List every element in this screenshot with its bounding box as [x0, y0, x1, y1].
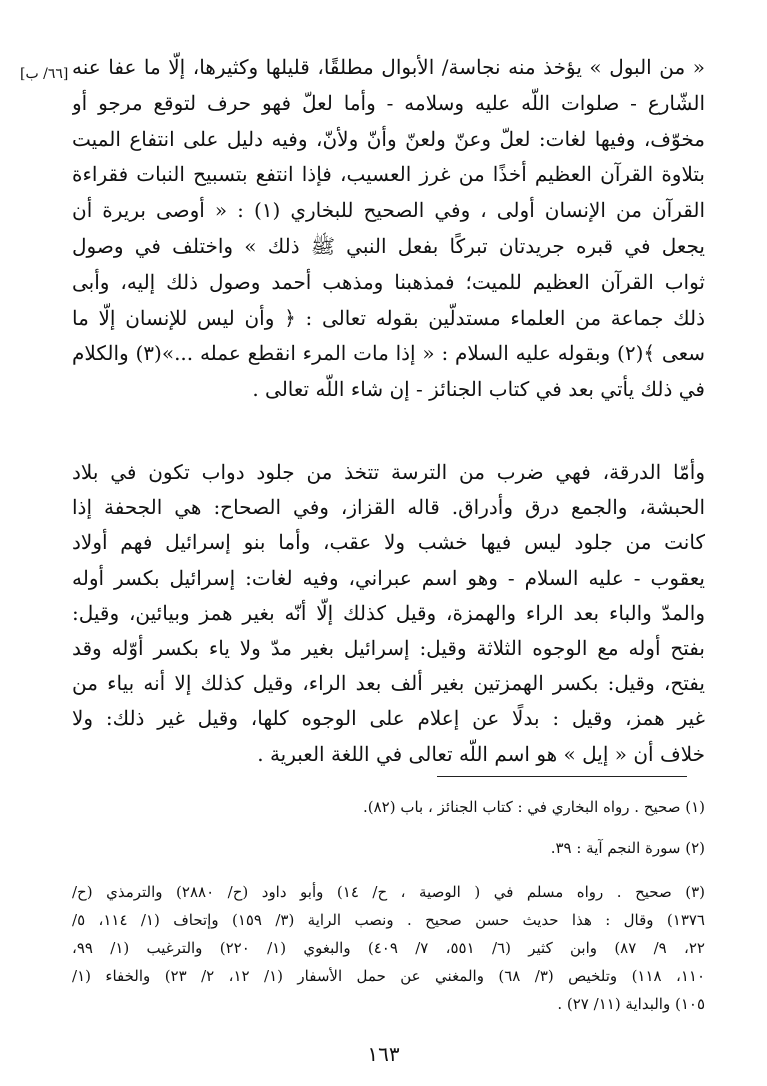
text-line: « من البول » يؤخذ منه نجاسة/ الأبوال مطلقًا، قليلها وكثيرها، إلّا ما عفا عنه [72, 55, 705, 79]
footnote-2: (٢) سورة النجم آية : ٣٩. [550, 839, 705, 857]
footnote-3 [72, 878, 705, 1018]
text-line: القرآن من الإنسان أولى ، وفي الصحيح للبخاري (١) : « أوصى بريرة أن [72, 198, 705, 223]
footnote-line: ٢٢، ٩/ ٨٧) وابن كثير (٦/ ٥٥١، ٧/ ٤٠٩) والبغوي (١/ ٢٢٠) والترغيب (١/ ٩٩، [72, 939, 705, 957]
text-line: الشّارع - صلوات اللّه عليه وسلامه - وأما لعلّ فهو حرف لتوقع مرجو أو [72, 90, 705, 115]
text-line: بفتح أوله مع الوجوه الثلاثة وقيل: إسرائيل بغير مدّ ولا ياء بكسر أوّله وقد [72, 635, 705, 660]
footnote-separator [437, 776, 687, 777]
text-line: يفتح، وقيل: بكسر الهمزتين بغير ألف بعد الراء، وقيل كذلك إلا أنه بياء من [72, 671, 705, 696]
text-line: يجعل في قبره جريدتان تبركًا بفعل النبي ﷺ ذلك » واختلف في وصول [72, 233, 705, 258]
footnote-1: (١) صحيح . رواه البخاري في : كتاب الجنائز ، باب (٨٢). [363, 798, 705, 816]
text-line: كانت من جلود ليس فيها خشب ولا عقب، وأما بنو إسرائيل فهم أولاد [72, 530, 705, 555]
main-paragraph-1 [72, 50, 705, 408]
text-line: في ذلك يأتي بعد في كتاب الجنائز - إن شاء اللّه تعالى . [252, 377, 705, 402]
footnote-line: ١٠٥) والبداية (١١/ ٢٧) . [557, 995, 705, 1013]
text-line: غير همز، وقيل : بدلًا عن إعلام على الوجوه كلها، وقيل غير ذلك: ولا [72, 706, 705, 731]
text-line: مخوّف، وفيها لغات: لعلّ وعنّ ولعنّ وأنّ ولأنّ، وفيه دليل على انتفاع الميت [72, 126, 705, 151]
text-line: بتلاوة القرآن العظيم أخذًا من غرز العسيب، فإذا انتفع بتسبيح النبات فقراءة [72, 162, 705, 187]
folio-marker: [٦٦/ ب] [20, 66, 69, 82]
footnote-line: ١١٠، ١١٨) وتلخيص (٣/ ٦٨) والمغني عن حمل الأسفار (١/ ١٢، ٢/ ٢٣) والخفاء (١/ [72, 967, 705, 985]
main-paragraph-2 [72, 455, 705, 772]
text-line: يعقوب - عليه السلام - وهو اسم عبراني، وفيه لغات: إسرائيل بكسر أوله [72, 565, 705, 590]
text-line: الحبشة، والجمع درق وأدراق. قاله القزاز، وفي الصحاح: هي الجحفة إذا [72, 495, 705, 520]
text-line: سعى ﴾(٢) وبقوله عليه السلام : « إذا مات المرء انقطع عمله ...»(٣) والكلام [72, 341, 705, 366]
text-line: والمدّ والباء بعد الراء والهمزة، وقيل كذلك إلّا أنّه بغير همز وبيائين، وقيل: [72, 600, 705, 625]
text-line: وأمّا الدرقة، فهي ضرب من الترسة تتخذ من جلود دواب تكون في بلاد [72, 460, 705, 484]
page-number: ١٦٣ [367, 1042, 400, 1066]
text-line: خلاف أن « إيل » هو اسم اللّه تعالى في اللغة العبرية . [257, 741, 705, 766]
text-line: ثواب القرآن العظيم للميت؛ فمذهبنا ومذهب أحمد وصول ذلك إليه، وأبى [72, 269, 705, 294]
footnote-line: ١٣٧٦) وقال : هذا حديث حسن صحيح . ونصب الراية (٣/ ١٥٩) وإتحاف (١/ ١١٤، ٥/ [72, 911, 705, 929]
footnote-line: (٣) صحيح . رواه مسلم في ( الوصية ، ح/ ١٤) وأبو داود (ح/ ٢٨٨٠) والترمذي (ح/ [72, 883, 705, 901]
text-line: ذلك جماعة من العلماء مستدلّين بقوله تعالى : ﴿ وأن ليس للإنسان إلّا ما [72, 305, 705, 330]
